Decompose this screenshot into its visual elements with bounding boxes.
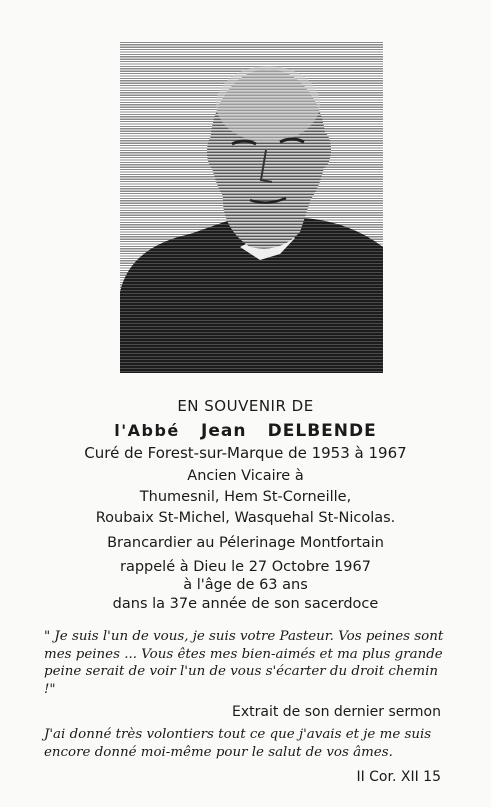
vicar-line: Ancien Vicaire à — [187, 468, 304, 484]
name-prefix: l'Abbé — [114, 421, 180, 440]
first-name: Jean — [201, 421, 247, 441]
sermon-quote: " Je suis l'un de vous, je suis votre Pasteur. Vos peines sont mes peines ... Vous êtes mes bien-aimés et ma plus grande peine serait de voir l'un de vous s'écarter du droit chemin !" — [44, 629, 444, 697]
parish-line: Curé de Forest-sur-Marque de 1953 à 1967 — [84, 444, 407, 462]
parishes-line-1: Thumesnil, Hem St-Corneille, — [139, 489, 352, 505]
deceased-name — [0, 421, 491, 441]
scripture-reference: II Cor. XII 15 — [356, 769, 441, 785]
death-date-line: rappelé à Dieu le 27 Octobre 1967 — [120, 559, 371, 575]
pilgrimage-line: Brancardier au Pélerinage Montfortain — [107, 535, 384, 551]
sermon-source: Extrait de son dernier sermon — [231, 704, 441, 720]
age-line: à l'âge de 63 ans — [183, 577, 308, 593]
scripture-quote: J'ai donné très volontiers tout ce que j'avais et je me suis encore donné moi-même pour le salut de vos âmes. — [44, 727, 432, 760]
last-name: DELBENDE — [267, 421, 377, 441]
priesthood-line: dans la 37e année de son sacerdoce — [112, 596, 379, 612]
portrait-photo — [120, 42, 383, 373]
heading: EN SOUVENIR DE — [177, 397, 314, 415]
parishes-line-2: Roubaix St-Michel, Wasquehal St-Nicolas. — [95, 510, 396, 526]
portrait-figure — [120, 42, 383, 373]
